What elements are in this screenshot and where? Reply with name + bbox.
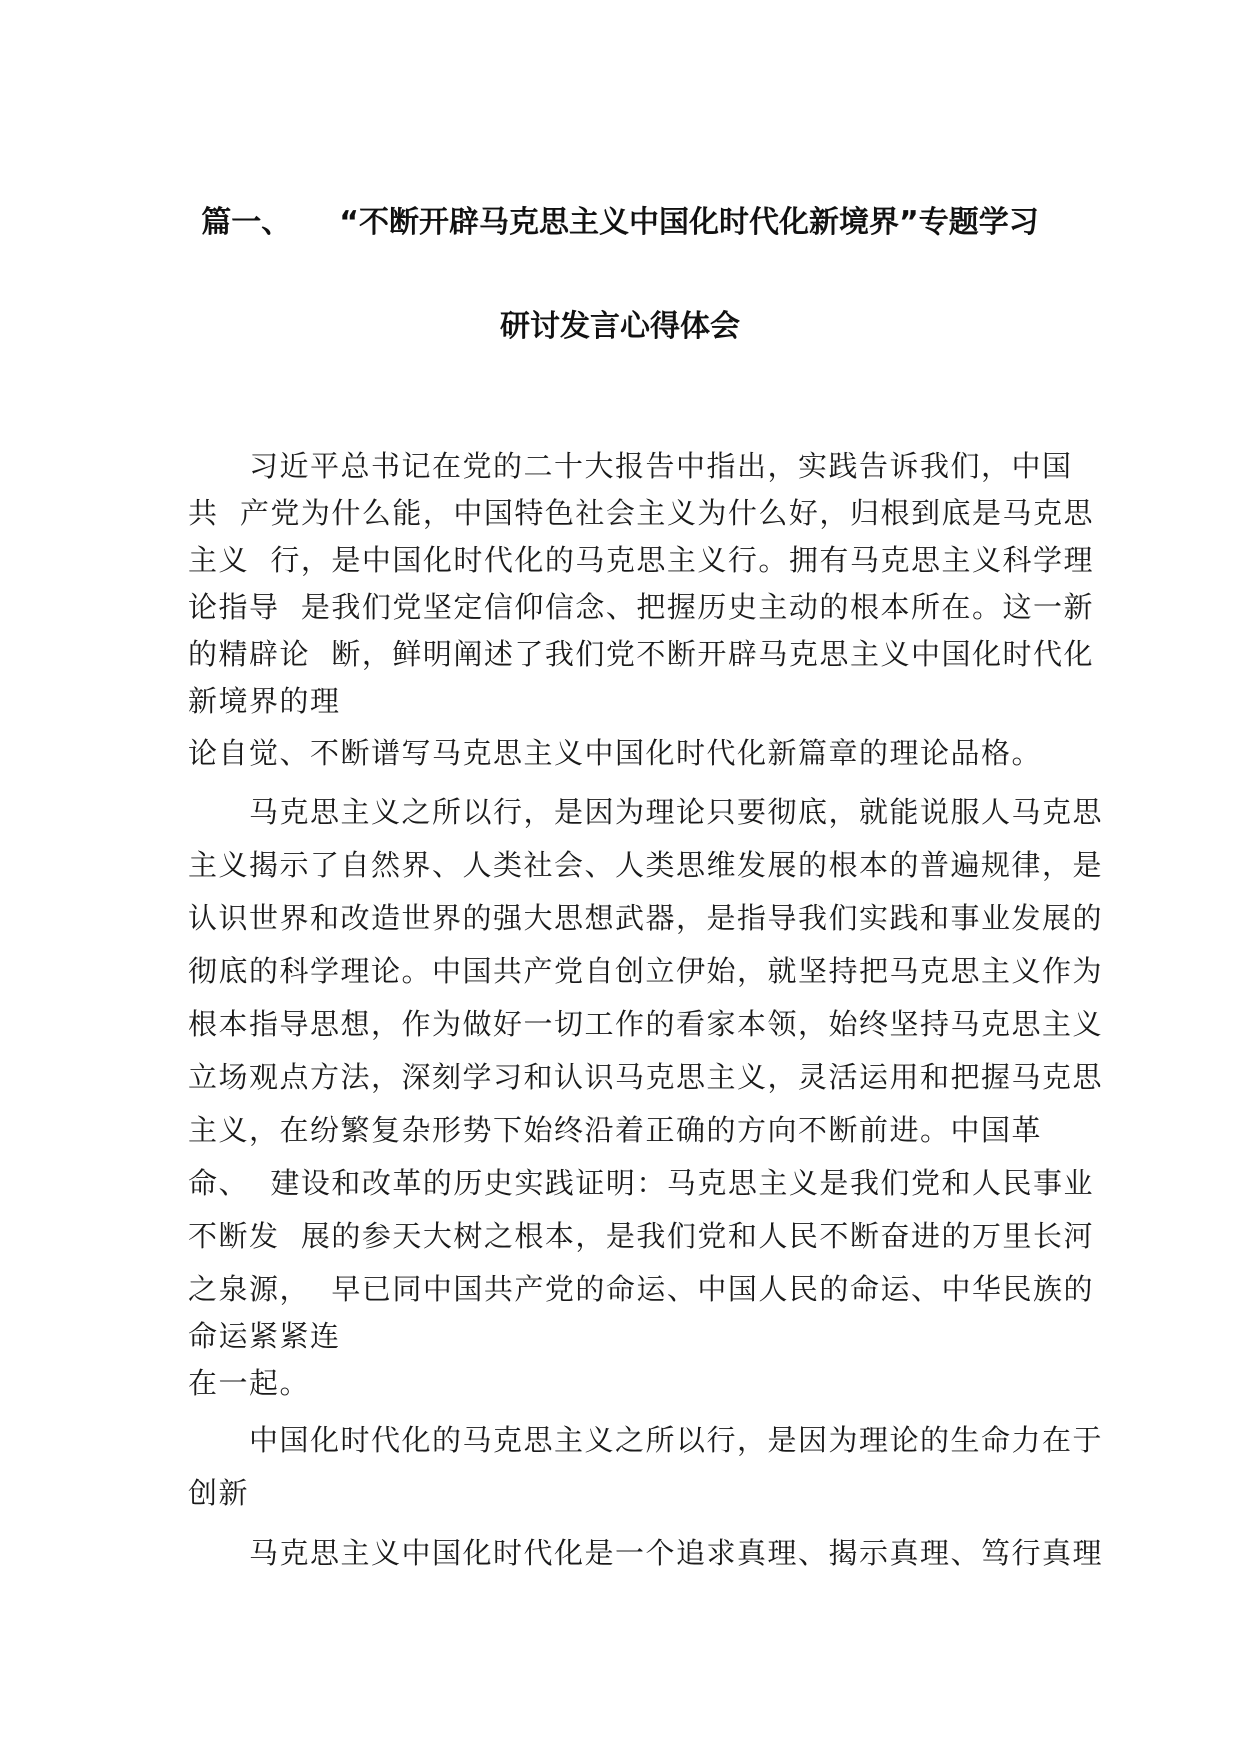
body-line: 主义，在纷繁复杂形势下始终沿着正确的方向不断前进。中国革 [188, 1113, 1043, 1147]
body-line: 根本指导思想，作为做好一切工作的看家本领，始终坚持马克思主义 [188, 1007, 1104, 1041]
body-line: 中国化时代化的马克思主义之所以行，是因为理论的生命力在于 [188, 1423, 1104, 1457]
body-line: 论自觉、不断谱写马克思主义中国化时代化新篇章的理论品格。 [188, 736, 1043, 770]
body-line: 马克思主义中国化时代化是一个追求真理、揭示真理、笃行真理 [188, 1536, 1104, 1570]
title-main: “不断开辟马克思主义中国化时代化新境界”专题学习 [339, 205, 1039, 240]
body-line: 主义 行，是中国化时代化的马克思主义行。拥有马克思主义科学理 [188, 543, 1094, 577]
document-title-continued: 研讨发言心得体会 [500, 309, 740, 344]
body-line: 彻底的科学理论。中国共产党自创立伊始，就坚持把马克思主义作为 [188, 954, 1104, 988]
body-line: 马克思主义之所以行，是因为理论只要彻底，就能说服人马克思 [188, 795, 1104, 829]
body-line: 立场观点方法，深刻学习和认识马克思主义，灵活运用和把握马克思 [188, 1060, 1104, 1094]
document-title [0, 203, 1240, 243]
body-line: 的精辟论 断，鲜明阐述了我们党不断开辟马克思主义中国化时代化 [188, 637, 1094, 671]
body-line: 习近平总书记在党的二十大报告中指出，实践告诉我们，中国 [188, 449, 1073, 483]
body-line: 之泉源， 早已同中国共产党的命运、中国人民的命运、中华民族的 [188, 1272, 1094, 1306]
body-line: 命运紧紧连 [188, 1319, 341, 1353]
body-line: 主义揭示了自然界、人类社会、人类思维发展的根本的普遍规律，是 [188, 848, 1104, 882]
body-line: 新境界的理 [188, 684, 341, 718]
body-line: 认识世界和改造世界的强大思想武器，是指导我们实践和事业发展的 [188, 901, 1104, 935]
title-prefix: 篇一、 [201, 205, 292, 240]
body-line: 论指导 是我们党坚定信仰信念、把握历史主动的根本所在。这一新 [188, 590, 1094, 624]
body-line: 命、 建设和改革的历史实践证明：马克思主义是我们党和人民事业 [188, 1166, 1094, 1200]
body-line: 不断发 展的参天大树之根本，是我们党和人民不断奋进的万里长河 [188, 1219, 1094, 1253]
body-line: 在一起。 [188, 1366, 311, 1400]
body-line: 共 产党为什么能，中国特色社会主义为什么好，归根到底是马克思 [188, 496, 1094, 530]
body-line: 创新 [188, 1476, 250, 1510]
